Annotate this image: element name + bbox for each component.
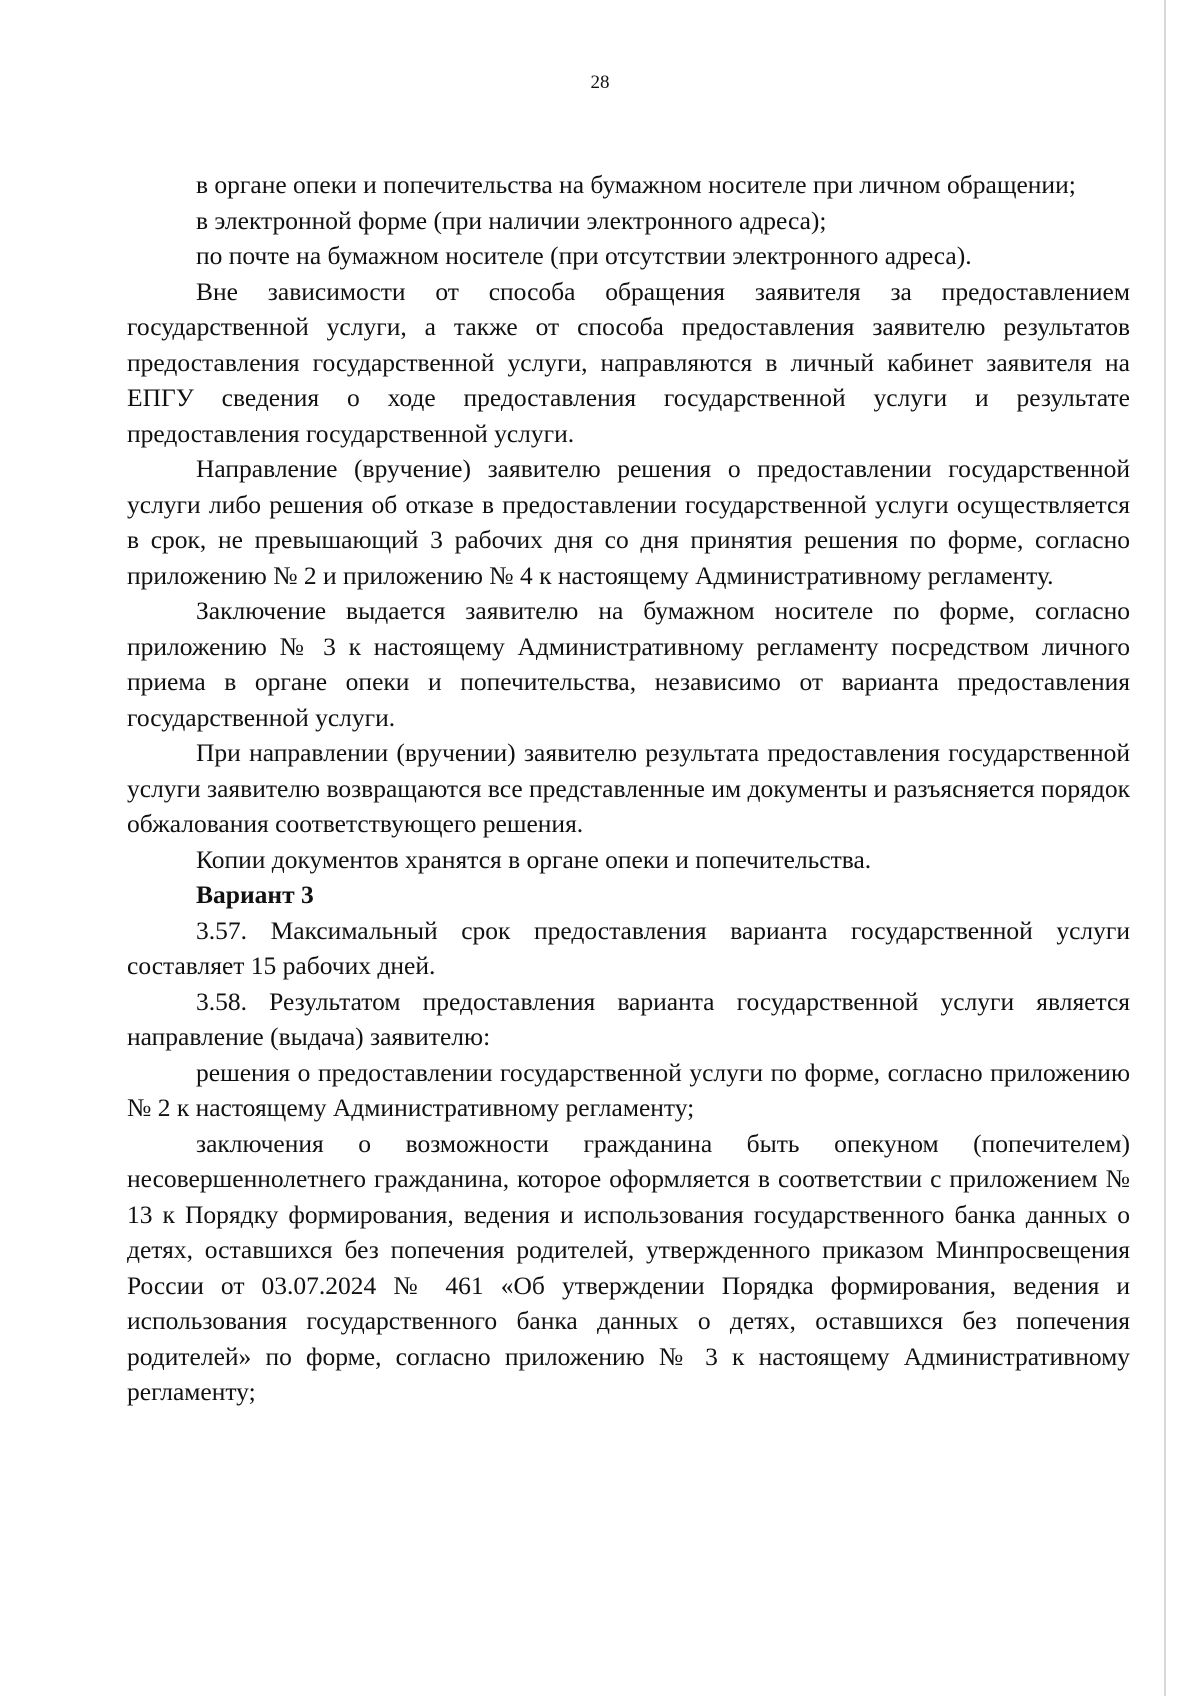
paragraph: 3.58. Результатом предоставления варианта государственной услуги является направление (выдача) заявителю: [127,986,1130,1051]
section-heading: Вариант 3 [196,880,314,909]
paragraph: Направление (вручение) заявителю решения о предоставлении государственной услуги либо решения об отказе в предоставлении государственной услуги осуществляется в срок, не превышающий 3 рабочих дня со дня принятия решения по форме, согласно приложению № 2 и приложению № 4 к настоящему Административному регламенту. [127,454,1130,590]
paragraph: по почте на бумажном носителе (при отсутствии электронного адреса). [196,241,972,270]
paragraph: 3.57. Максимальный срок предоставления варианта государственной услуги составляет 15 рабочих дней. [127,915,1130,980]
paragraph: в электронной форме (при наличии электронного адреса); [196,205,827,235]
document-body [127,167,1130,1410]
paragraph: Копии документов хранятся в органе опеки и попечительства. [196,844,872,874]
page-edge-line [1164,0,1166,1696]
paragraph: заключения о возможности гражданина быть опекуном (попечителем) несовершеннолетнего гражданина, которое оформляется в соответствии с приложением № 13 к Порядку формирования, ведения и использования государственного банка данных о детях, оставшихся без попечения родителей, утвержденного приказом Минпросвещения России от 03.07.2024 № 461 «Об утверждении Порядка формирования, ведения и использования государственного банка данных о детях, оставшихся без попечения родителей» по форме, согласно приложению № 3 к настоящему Административному регламенту; [127,1128,1130,1406]
paragraph: решения о предоставлении государственной услуги по форме, согласно приложению № 2 к настоящему Административному регламенту; [127,1057,1130,1122]
paragraph: При направлении (вручении) заявителю результата предоставления государственной услуги заявителю возвращаются все представленные им документы и разъясняется порядок обжалования соответствующего решения. [127,738,1130,838]
page-number: 28 [590,72,610,93]
paragraph: Заключение выдается заявителю на бумажном носителе по форме, согласно приложению № 3 к настоящему Административному регламенту посредством личного приема в органе опеки и попечительства, независимо от варианта предоставления государственной услуги. [127,596,1130,732]
paragraph: в органе опеки и попечительства на бумажном носителе при личном обращении; [196,170,1076,199]
paragraph: Вне зависимости от способа обращения заявителя за предоставлением государственной услуги, а также от способа предоставления заявителю результатов предоставления государственной услуги, направляются в личный кабинет заявителя на ЕПГУ сведения о ходе предоставления государственной услуги и результате предоставления государственной услуги. [127,276,1130,448]
